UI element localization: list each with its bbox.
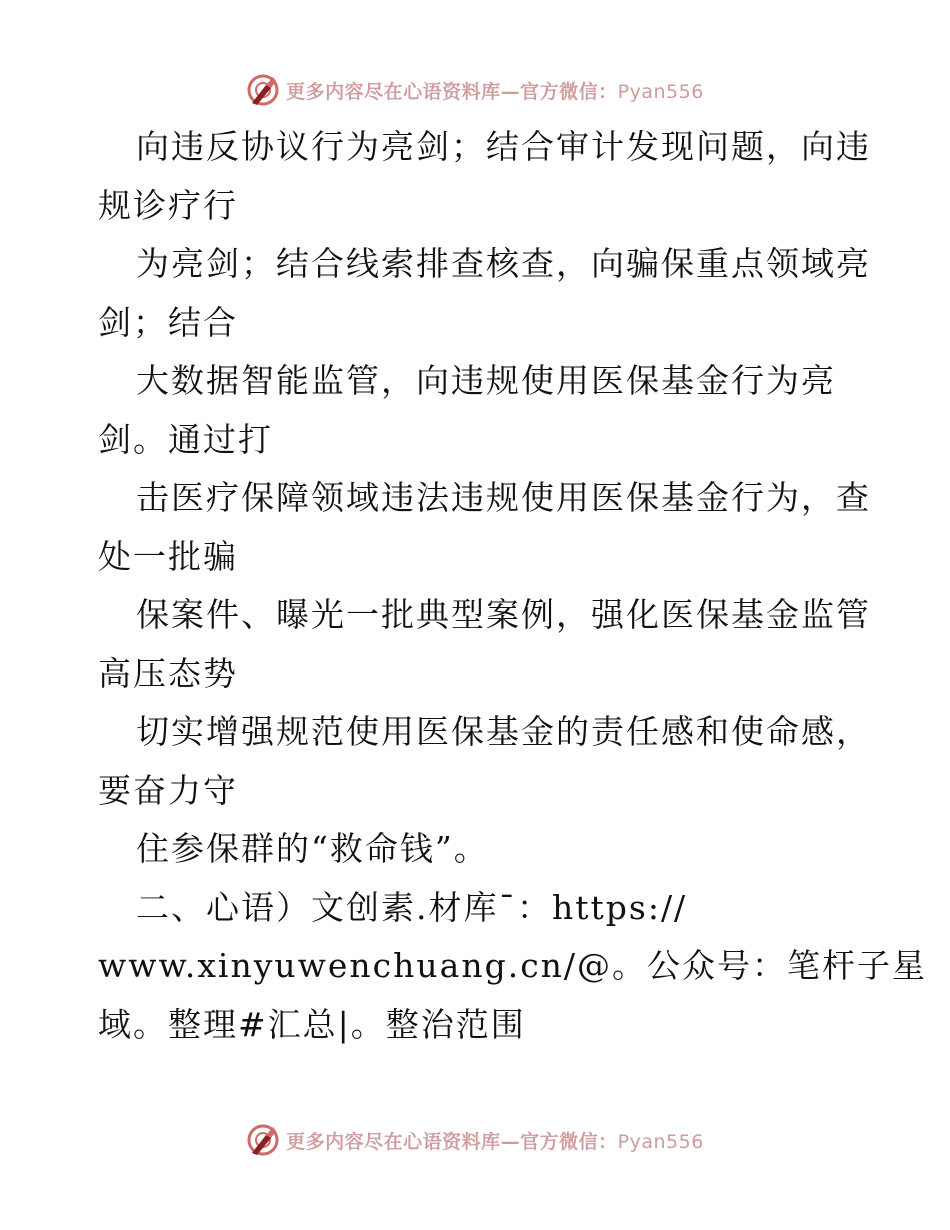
- document-body: [98, 118, 928, 1054]
- pen-logo-icon: [246, 73, 280, 107]
- body-line: www.xinyuwenchuang.cn/@。公众号：笔杆子星: [98, 946, 928, 985]
- body-line: 剑；结合: [98, 302, 238, 342]
- header-banner: [0, 70, 950, 110]
- body-line: 剑。通过打: [98, 419, 273, 459]
- body-line: 住参保群的“救命钱”。: [136, 829, 489, 868]
- body-line: 处一批骗: [98, 536, 238, 576]
- body-line: 高压态势: [98, 653, 238, 693]
- body-line: 为亮剑；结合线索排查核查，向骗保重点领域亮: [136, 244, 871, 283]
- body-line: 向违反协议行为亮剑；结合审计发现问题，向违: [136, 127, 871, 166]
- pen-logo-icon: [246, 1123, 280, 1157]
- body-line: 切实增强规范使用医保基金的责任感和使命感，: [136, 712, 871, 751]
- body-line: 要奋力守: [98, 770, 238, 810]
- body-line: 二、心语）文创素.材库ˉ：https://: [136, 887, 688, 927]
- footer-banner-text: 更多内容尽在心语资料库—官方微信：Pyan556: [286, 1130, 704, 1153]
- body-line: 规诊疗行: [98, 185, 238, 225]
- header-banner-text: 更多内容尽在心语资料库—官方微信：Pyan556: [286, 80, 704, 103]
- body-line: 域。整理#汇总|。整治范围: [98, 1004, 526, 1044]
- header-contact: Pyan556: [617, 80, 704, 103]
- body-line: 击医疗保障领域违法违规使用医保基金行为，查: [136, 478, 871, 517]
- footer-banner: [0, 1120, 950, 1160]
- body-line: 保案件、曝光一批典型案例，强化医保基金监管: [136, 595, 871, 634]
- footer-contact: Pyan556: [617, 1130, 704, 1153]
- body-line: 大数据智能监管，向违规使用医保基金行为亮: [136, 361, 836, 400]
